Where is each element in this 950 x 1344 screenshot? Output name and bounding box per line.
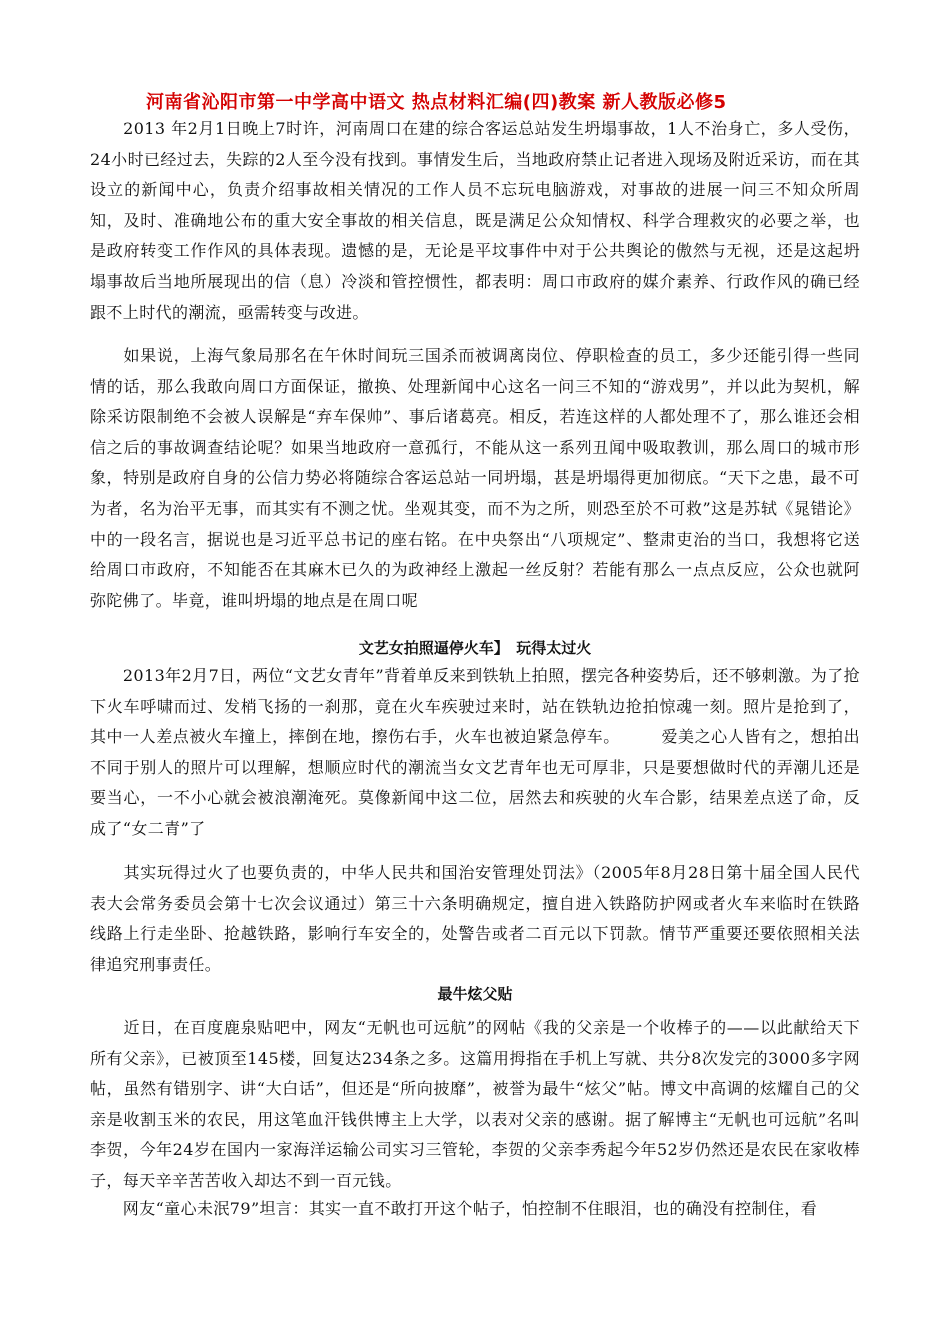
paragraph-father-post: 近日，在百度鹿泉贴吧中，网友“无帆也可远航”的网帖《我的父亲是一个收棒子的——以此献给天下所有父亲》，已被顶至145楼，回复达234条之多。这篇用拇指在手机上写就、共分8次发完的3000多字网帖，虽然有错别字、讲“大白话”，但还是“所向披靡”，被誉为最牛“炫父”帖。博文中高调的炫耀自己的父亲是收割玉米的农民，用这笔血汗钱供博主上大学，以表对父亲的感谢。据了解博主“无帆也可远航”名叫李贺，今年24岁在国内一家海洋运输公司实习三管轮，李贺的父亲李秀起今年52岁仍然还是农民在家收棒子，每天辛辛苦苦收入却达不到一百元钱。 — [90, 1018, 860, 1190]
document-title: 河南省沁阳市第一中学高中语文 热点材料汇编(四)教案 新人教版必修5 — [146, 92, 727, 113]
paragraph-commentary: 如果说，上海气象局那名在午休时间玩三国杀而被调离岗位、停职检查的员工，多少还能引得一些同情的话，那么我敢向周口方面保证，撤换、处理新闻中心这名一问三不知的“游戏男”，并以此为契机，解除采访限制绝不会被人误解是“弃车保帅”、事后诸葛亮。相反，若连这样的人都处理不了，那么谁还会相信之后的事故调查结论呢？如果当地政府一意孤行，不能从这一系列丑闻中吸取教训，那么周口的城市形象，特别是政府自身的公信力势必将随综合客运总站一同坍塌，甚是坍塌得更加彻底。“天下之患，最不可为者，名为治平无事，而其实有不测之忧。坐观其变，而不为之所，则恐至於不可救”这是苏轼《晁错论》中的一段名言，据说也是习近平总书记的座右铭。在中央祭出“八项规定”、整肃吏治的当口，我想将它送给周口市政府，不知能否在其麻木已久的为政神经上激起一丝反射？若能有那么一点点反应，公众也就阿弥陀佛了。毕竟，谁叫坍塌的地点是在周口呢 — [90, 346, 860, 610]
section-heading-father-post: 最牛炫父贴 — [437, 985, 513, 1003]
section-heading-train-photo: 文艺女拍照逼停火车】 玩得太过火 — [358, 639, 592, 657]
paragraph-netizen-comment: 网友“童心未泯79”坦言：其实一直不敢打开这个帖子，怕控制不住眼泪，也的确没有控制住，看 — [90, 1199, 818, 1218]
paragraph-collapse-report: 2013 年2月1日晚上7时许，河南周口在建的综合客运总站发生坍塌事故，1人不治身亡，多人受伤，24小时已经过去，失踪的2人至今没有找到。事情发生后，当地政府禁止记者进入现场及附近采访，而在其设立的新闻中心，负责介绍事故相关情况的工作人员不忘玩电脑游戏，对事故的进展一问三不知众所周知，及时、准确地公布的重大安全事故的相关信息，既是满足公众知情权、科学合理救灾的必要之举，也是政府转变工作作风的具体表现。遗憾的是，无论是平坟事件中对于公共舆论的傲然与无视，还是这起坍塌事故后当地所展现出的信（息）冷淡和管控惯性，都表明：周口市政府的媒介素养、行政作风的确已经跟不上时代的潮流，亟需转变与改进。 — [90, 119, 860, 322]
paragraph-train-photo: 2013年2月7日，两位“文艺女青年”背着单反来到铁轨上拍照，摆完各种姿势后，还不够刺激。为了抢下火车呼啸而过、发梢飞扬的一刹那，竟在火车疾驶过来时，站在铁轨边抢拍惊魂一刻。照片是抢到了，其中一人差点被火车撞上，摔倒在地，擦伤右手，火车也被迫紧急停车。 爱美之心人皆有之，想拍出不同于别人的照片可以理解，想顺应时代的潮流当女文艺青年也无可厚非，只是要想做时代的弄潮儿还是要当心，一不小心就会被浪潮淹死。莫像新闻中这二位，居然去和疾驶的火车合影，结果差点送了命，反成了“女二青”了 — [90, 666, 860, 838]
paragraph-train-law: 其实玩得过火了也要负责的，中华人民共和国治安管理处罚法》（2005年8月28日第十届全国人民代表大会常务委员会第十七次会议通过）第三十六条明确规定，擅自进入铁路防护网或者火车来临时在铁路线路上行走坐卧、抢越铁路，影响行车安全的，处警告或者二百元以下罚款。情节严重要还要依照相关法律追究刑事责任。 — [90, 863, 860, 974]
